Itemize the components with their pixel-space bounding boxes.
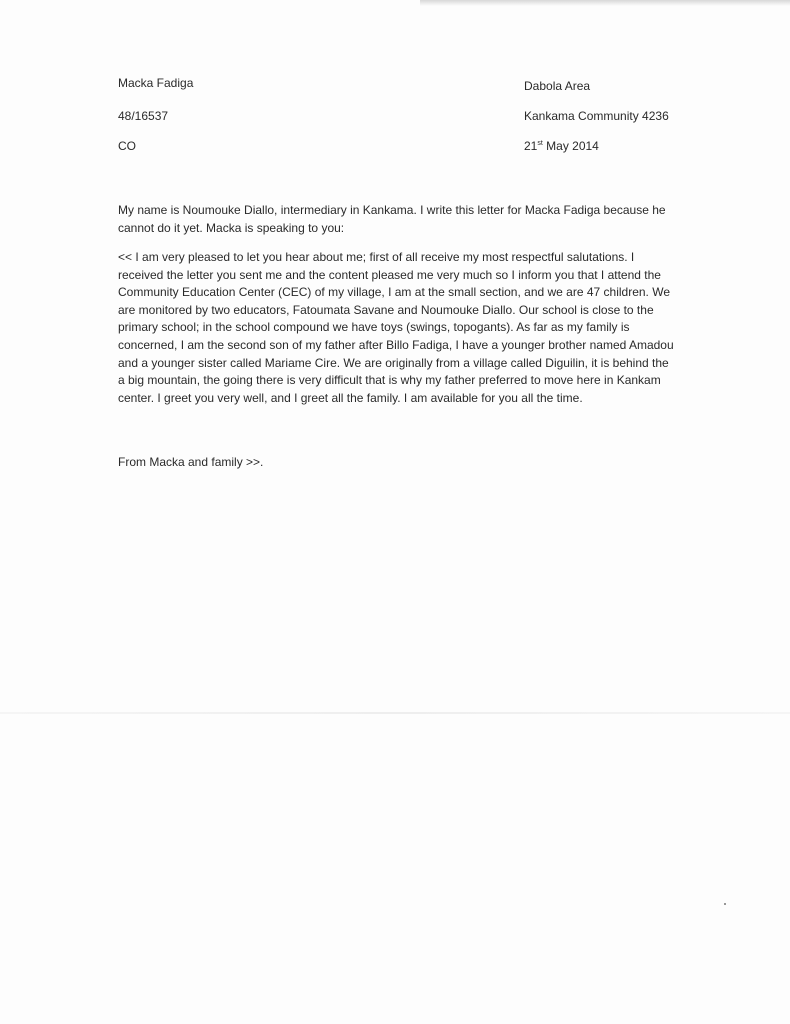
- sender-name: Macka Fadiga: [118, 76, 194, 90]
- main-paragraph: << I am very pleased to let you hear about me; first of all receive my most respectful salutations. I received the letter you sent me and the content pleased me very much so I inform you that I attend the Community Education Center (CEC) of my village, I am at the small section, and we are 47 children. We are monitored by two educators, Fatoumata Savane and Noumouke Diallo. Our school is close to the primary school; in the school compound we have toys (swings, topogants). As far as my family is concerned, I am the second son of my father after Billo Fadiga, I have a younger brother named Amadou and a younger sister called Mariame Cire. We are originally from a village called Diguilin, it is behind the a big mountain, the going there is very difficult that is why my father preferred to move here in Kankam center. I greet you very well, and I greet all the family. I am available for you all the time.: [118, 250, 674, 405]
- sender-number: 48/16537: [118, 109, 169, 123]
- closing-line: From Macka and family >>.: [118, 455, 264, 469]
- sender-code: CO: [118, 139, 136, 153]
- scan-edge-shadow: [420, 0, 790, 6]
- date-day: 21: [524, 139, 538, 153]
- scan-speck: [724, 903, 726, 905]
- date-suffix: st: [537, 140, 543, 147]
- paper-fold-line: [0, 712, 790, 714]
- area-name: Dabola Area: [524, 79, 591, 93]
- date-month-year: May 2014: [542, 139, 599, 153]
- letter-date: [524, 139, 599, 153]
- intro-paragraph: My name is Noumouke Diallo, intermediary in Kankama. I write this letter for Macka Fadiga because he cannot do it yet. Macka is speaking to you:: [118, 203, 666, 235]
- community-name: Kankama Community 4236: [524, 109, 669, 123]
